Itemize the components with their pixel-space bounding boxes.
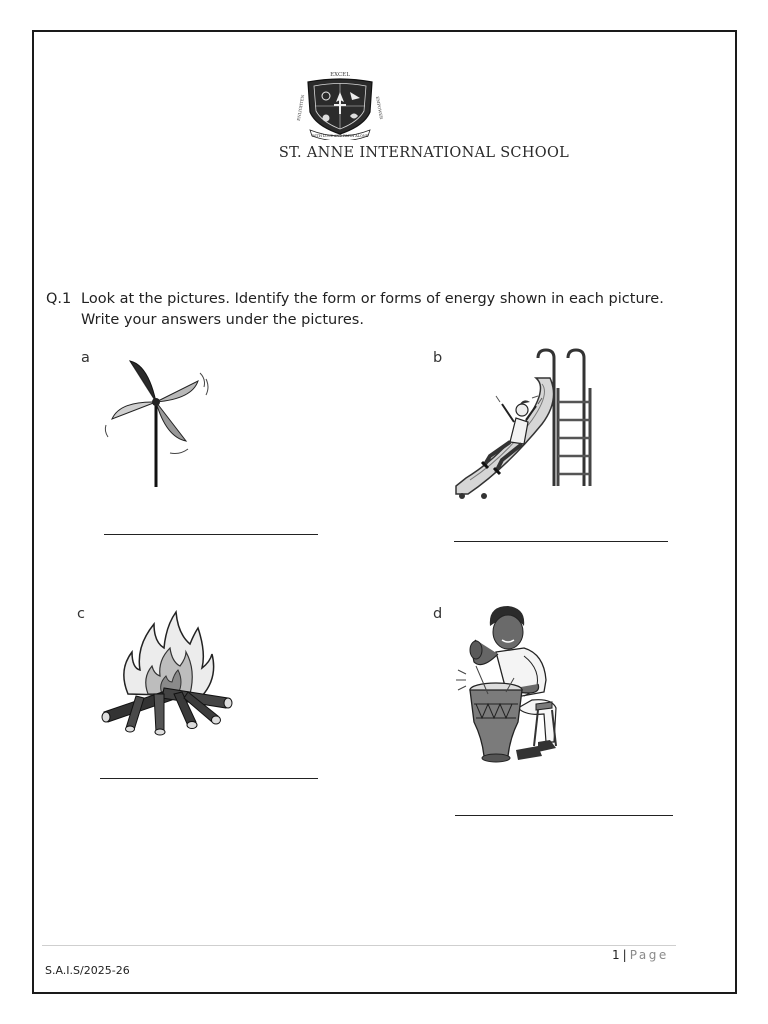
svg-text:EXCEL: EXCEL — [330, 72, 350, 78]
answer-line-c[interactable] — [100, 778, 318, 779]
svg-text:WITH LOVE AND FAITH ALONE: WITH LOVE AND FAITH ALONE — [311, 134, 369, 138]
school-name-text: ST. ANNE INTERNATIONAL SCHOOL — [278, 145, 570, 161]
question-number: Q.1 — [46, 291, 72, 307]
question-line-2: Write your answers under the pictures. — [81, 312, 364, 328]
item-letter-a: a — [81, 350, 90, 366]
slide-icon — [450, 348, 600, 503]
pinwheel-icon — [100, 355, 215, 490]
page-border — [32, 30, 737, 994]
item-letter-c: c — [77, 606, 85, 622]
item-letter-b: b — [433, 350, 443, 366]
question-text — [81, 289, 711, 331]
school-name — [0, 145, 768, 161]
document-code: S.A.I.S/2025-26 — [45, 964, 130, 977]
drummer-icon — [452, 600, 564, 772]
school-crest-logo — [294, 68, 386, 140]
answer-line-a[interactable] — [104, 534, 318, 535]
answer-line-d[interactable] — [455, 815, 673, 816]
question-line-1: Look at the pictures. Identify the form or forms of energy shown in each picture. — [81, 291, 664, 307]
answer-line-b[interactable] — [454, 541, 668, 542]
svg-text:EMPOWER: EMPOWER — [375, 95, 384, 120]
page-number-value: 1 — [612, 948, 620, 962]
campfire-icon — [98, 608, 236, 736]
page-word: Page — [629, 948, 669, 962]
page-number-separator: | — [622, 948, 627, 962]
item-letter-d: d — [433, 606, 443, 622]
footer-rule — [42, 945, 676, 946]
page-number — [612, 948, 669, 962]
svg-text:ENLIGHTEN: ENLIGHTEN — [295, 94, 306, 122]
